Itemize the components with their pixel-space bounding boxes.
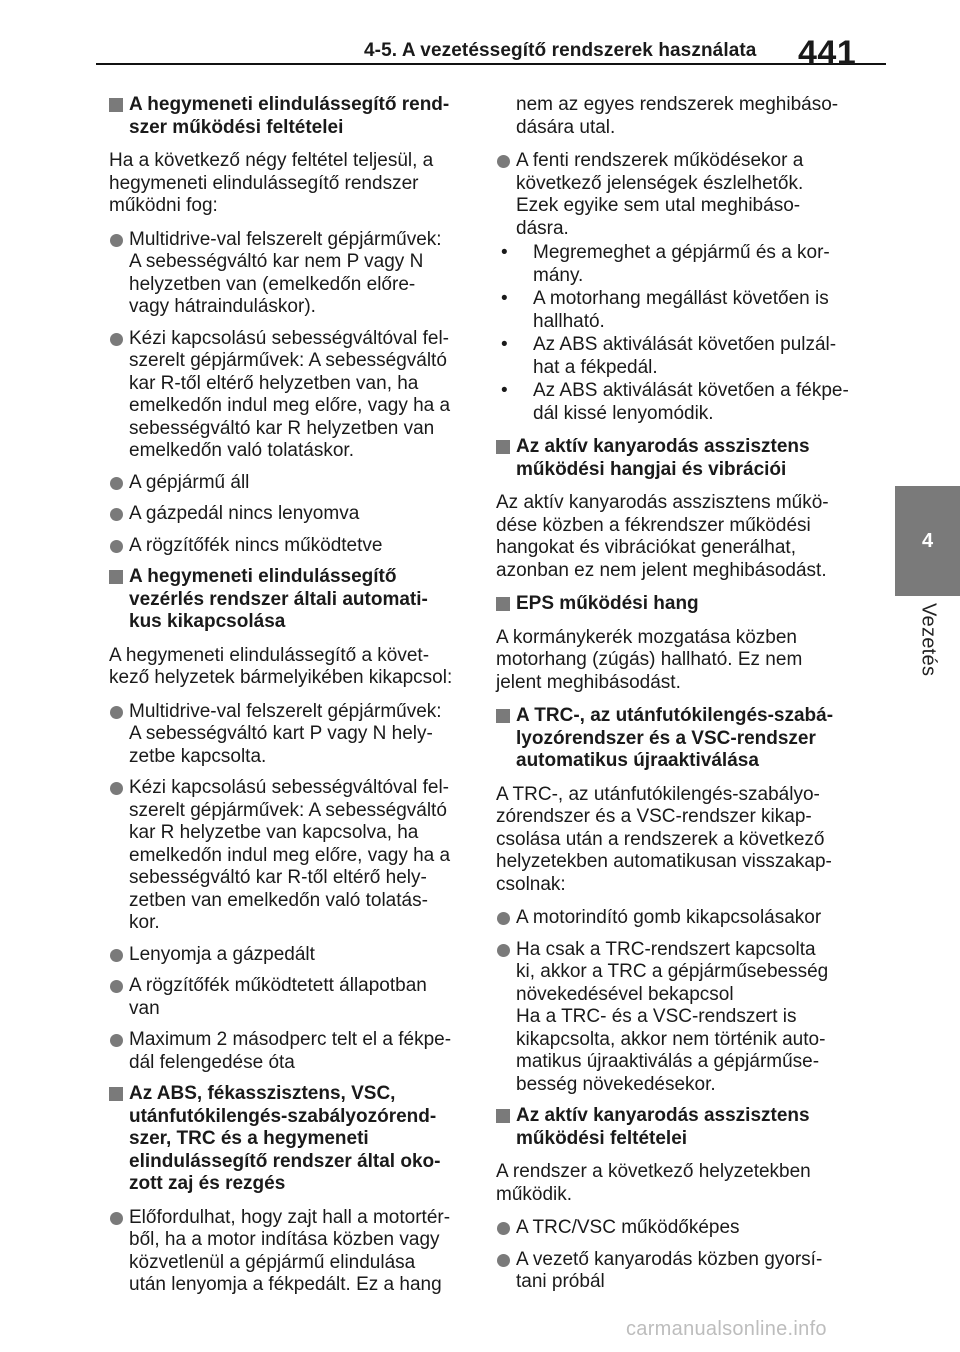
list-item: Multidrive-val felszerelt gépjárművek: A sebességváltó kar nem P vagy N helyzetben van (emelkedőn előre- vagy hátrainduláskor). xyxy=(109,229,469,319)
page-number: 441 xyxy=(798,34,857,72)
list-item: Kézi kapcsolású sebességváltóval fel- szerelt gépjárművek: A sebességváltó kar R helyzetbe van kapcsolva, ha emelkedőn indul meg előre, vagy ha a sebességváltó kar R-től eltérő hely- zetben van emelkedőn való tolatás- kor. xyxy=(109,777,469,935)
sub-list-item: • Az ABS aktiválását követően pulzál- hat a fékpedál. xyxy=(501,334,837,378)
list-item: A rögzítőfék működtetett állapotban van xyxy=(109,975,469,1020)
list-item: A gázpedál nincs lenyomva xyxy=(109,503,469,526)
circle-bullet-icon xyxy=(110,333,123,346)
chapter-tab xyxy=(895,486,960,596)
paragraph: A TRC-, az utánfutókilengés-szabályo- zórendszer és a VSC-rendszer kikap- csolása után a rendszerek a következő helyzetekben automatikusan visszakap- csolnak: xyxy=(496,783,832,895)
circle-bullet-icon xyxy=(497,912,510,925)
dot-bullet-icon: • xyxy=(501,380,508,401)
circle-bullet-icon xyxy=(110,477,123,490)
circle-bullet-icon xyxy=(110,706,123,719)
square-bullet-icon xyxy=(109,570,123,584)
list-item: A fenti rendszerek működésekor a következő jelenségek észlelhetők. Ezek egyike sem utal meghibáso- dásra. xyxy=(496,150,858,240)
dot-bullet-icon: • xyxy=(501,288,508,309)
circle-bullet-icon xyxy=(110,1034,123,1047)
sub-list-item: • Megremeghet a gépjármű és a kor- mány. xyxy=(501,242,830,286)
square-bullet-icon xyxy=(496,709,510,723)
paragraph: A kormánykerék mozgatása közben motorhang (zúgás) hallható. Ez nem jelent meghibásodást. xyxy=(496,626,803,693)
circle-bullet-icon xyxy=(497,155,510,168)
dot-bullet-icon: • xyxy=(501,242,508,263)
circle-bullet-icon xyxy=(110,949,123,962)
circle-bullet-icon xyxy=(110,234,123,247)
circle-bullet-icon xyxy=(497,1254,510,1267)
list-item: A TRC/VSC működőképes xyxy=(496,1217,858,1240)
circle-bullet-icon xyxy=(110,1212,123,1225)
paragraph: Ha a következő négy feltétel teljesül, a hegymeneti elindulássegítő rendszer működni fog: xyxy=(109,150,434,216)
header-rule xyxy=(96,63,886,65)
chapter-label: Vezetés xyxy=(917,603,940,677)
list-item: A vezető kanyarodás közben gyorsí- tani próbál xyxy=(496,1249,858,1294)
section-heading: A hegymeneti elindulássegítő rend- szer működési feltételei xyxy=(109,94,469,139)
watermark: carmanualsonline.info xyxy=(626,1318,827,1340)
square-bullet-icon xyxy=(109,1087,123,1101)
square-bullet-icon xyxy=(496,597,510,611)
list-item: Multidrive-val felszerelt gépjárművek: A sebességváltó kart P vagy N hely- zetbe kapcsolta. xyxy=(109,701,469,769)
section-heading: Az ABS, fékasszisztens, VSC, utánfutókilengés-szabályozórend- szer, TRC és a hegymeneti elindulássegítő rendszer által oko- zott zaj és rezgés xyxy=(109,1083,469,1196)
chapter-number: 4 xyxy=(921,529,934,552)
list-item: A motorindító gomb kikapcsolásakor xyxy=(496,907,858,930)
list-item: Előfordulhat, hogy zajt hall a motortér- ből, ha a motor indítása közben vagy közvetlenül a gépjármű elindulása után lenyomja a fékpedált. Ez a hang xyxy=(109,1207,469,1297)
circle-bullet-icon xyxy=(497,944,510,957)
square-bullet-icon xyxy=(496,1109,510,1123)
paragraph: A rendszer a következő helyzetekben működik. xyxy=(496,1161,811,1205)
list-item: A gépjármű áll xyxy=(109,472,469,495)
sub-list-item: • A motorhang megállást követően is hallható. xyxy=(501,288,829,332)
list-item: Maximum 2 másodperc telt el a fékpe- dál felengedése óta xyxy=(109,1029,469,1074)
section-heading: A TRC-, az utánfutókilengés-szabá- lyozórendszer és a VSC-rendszer automatikus újraaktiválása xyxy=(496,705,858,773)
circle-bullet-icon xyxy=(110,540,123,553)
paragraph-continuation: nem az egyes rendszerek meghibáso- dására utal. xyxy=(516,94,839,138)
list-item: A rögzítőfék nincs működtetve xyxy=(109,535,469,558)
circle-bullet-icon xyxy=(110,980,123,993)
circle-bullet-icon xyxy=(497,1222,510,1235)
circle-bullet-icon xyxy=(110,782,123,795)
list-item: Ha csak a TRC-rendszert kapcsolta ki, akkor a TRC a gépjárműsebesség növekedésével bekapcsol Ha a TRC- és a VSC-rendszert is kikapcsolta, akkor nem történik auto- matikus újraaktiválás a gépjárműse- besség növekedésekor. xyxy=(496,939,858,1097)
left-column xyxy=(109,94,469,1306)
circle-bullet-icon xyxy=(110,508,123,521)
section-heading: EPS működési hang xyxy=(496,593,858,616)
list-item: Lenyomja a gázpedált xyxy=(109,944,469,967)
list-item: Kézi kapcsolású sebességváltóval fel- szerelt gépjárművek: A sebességváltó kar R-től eltérő helyzetben van, ha emelkedőn indul meg előre, vagy ha a sebességváltó kar R helyzetben van emelkedőn való tolatáskor. xyxy=(109,328,469,463)
right-column xyxy=(496,94,858,1303)
sub-list-item: • Az ABS aktiválását követően a fékpe- dál kissé lenyomódik. xyxy=(501,380,849,424)
paragraph: Az aktív kanyarodás asszisztens műkö- dése közben a fékrendszer működési hangokat és vibrációkat generálhat, azonban ez nem jelent meghibásodást. xyxy=(496,492,829,581)
section-heading: Az aktív kanyarodás asszisztens működési hangjai és vibrációi xyxy=(496,436,858,481)
section-heading: A hegymeneti elindulássegítő vezérlés rendszer általi automati- kus kikapcsolása xyxy=(109,566,469,634)
dot-bullet-icon: • xyxy=(501,334,508,355)
section-heading: Az aktív kanyarodás asszisztens működési feltételei xyxy=(496,1105,858,1150)
section-title: 4-5. A vezetéssegítő rendszerek használata xyxy=(364,40,757,61)
square-bullet-icon xyxy=(109,98,123,112)
square-bullet-icon xyxy=(496,440,510,454)
paragraph: A hegymeneti elindulássegítő a követ- kező helyzetek bármelyikében kikapcsol: xyxy=(109,644,453,688)
